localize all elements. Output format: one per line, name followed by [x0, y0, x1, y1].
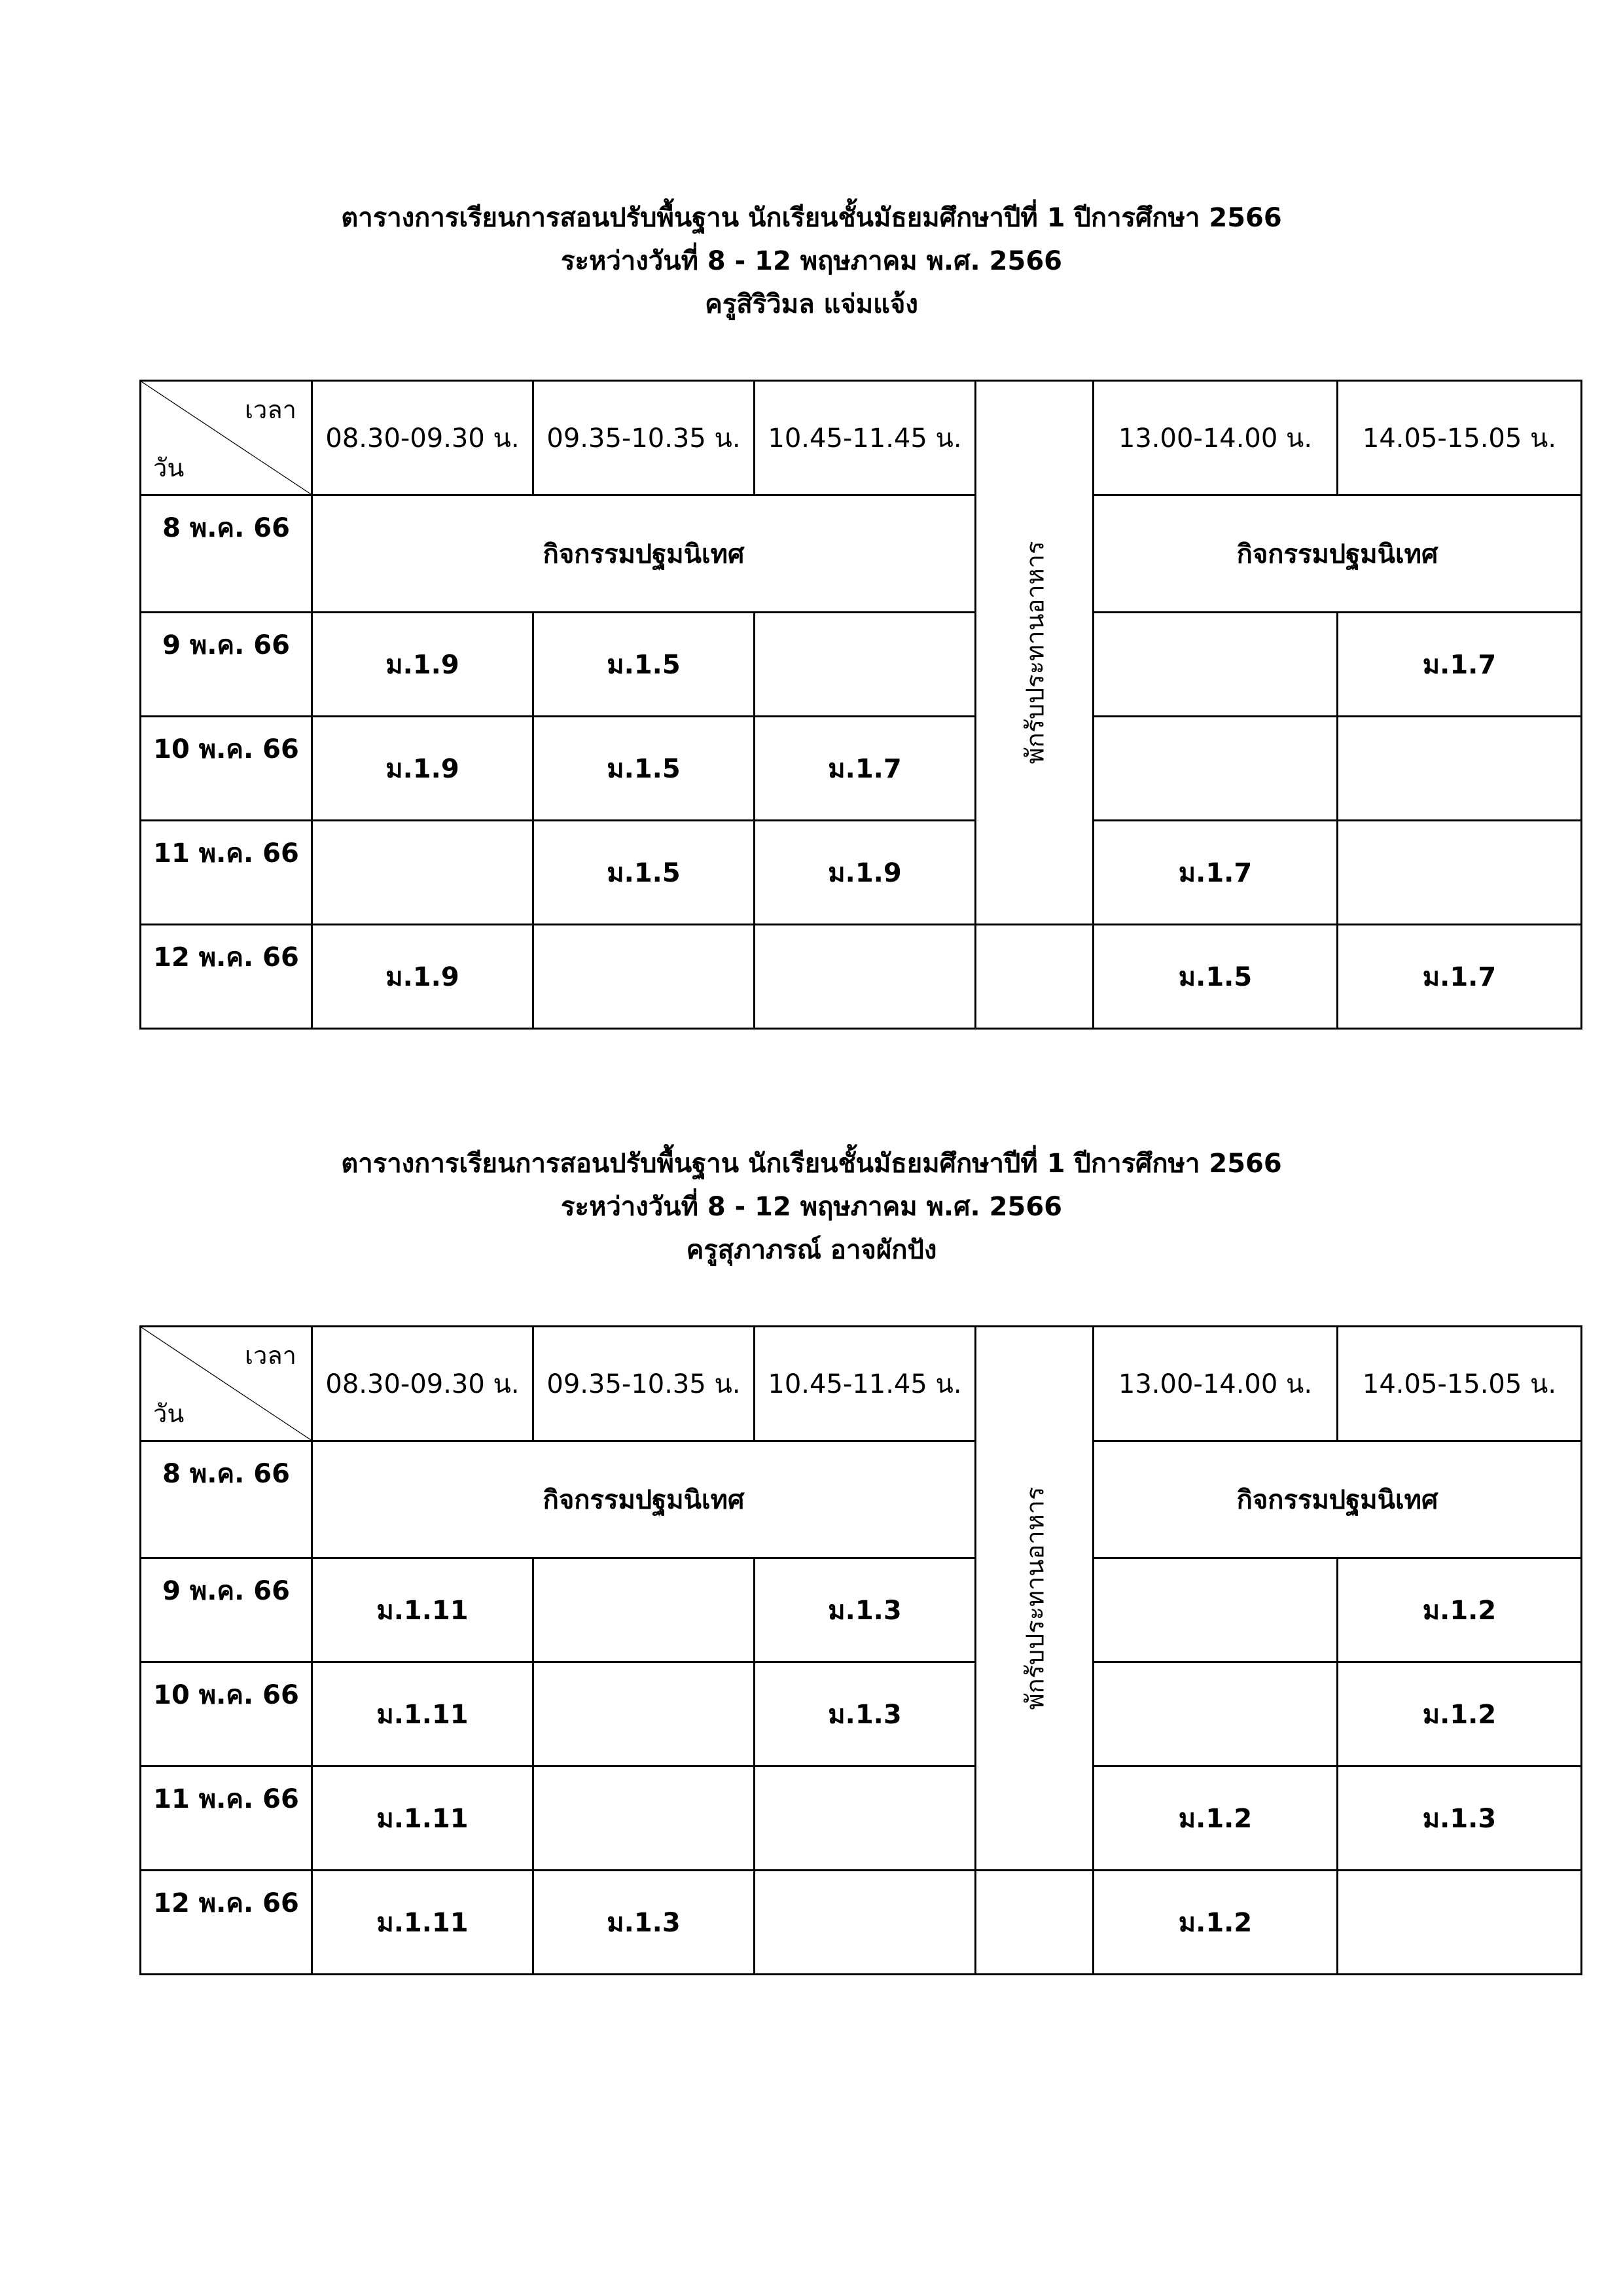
- schedule-title: ตารางการเรียนการสอนปรับพื้นฐาน นักเรียนชั้นมัธยมศึกษาปีที่ 1 ปีการศึกษา 2566: [341, 1149, 1282, 1179]
- class-cell: ม.1.11: [312, 1662, 533, 1767]
- class-cell: ม.1.11: [312, 1558, 533, 1662]
- day-label: 11 พ.ค. 66: [141, 821, 312, 925]
- schedule-heading: [0, 196, 1623, 326]
- table-row: [141, 1767, 1582, 1871]
- time-slot-header: 09.35-10.35 น.: [533, 1327, 755, 1441]
- day-label: 9 พ.ค. 66: [141, 613, 312, 717]
- class-cell: ม.1.7: [1338, 925, 1582, 1029]
- lunch-column-cell: [976, 1871, 1094, 1975]
- day-label: 8 พ.ค. 66: [141, 1441, 312, 1558]
- class-cell: ม.1.2: [1338, 1558, 1582, 1662]
- orientation-activity: กิจกรรมปฐมนิเทศ: [312, 1441, 976, 1558]
- teacher-name: ครูสิริวิมล แจ่มแจ้ง: [705, 289, 918, 319]
- time-slot-header: 10.45-11.45 น.: [755, 381, 976, 495]
- class-cell: ม.1.9: [755, 821, 976, 925]
- header-row: [141, 1327, 1582, 1441]
- class-cell: ม.1.5: [533, 821, 755, 925]
- lunch-break-label: พักรับประทานอาหาร: [1020, 541, 1049, 764]
- class-cell: [755, 613, 976, 717]
- time-slot-header: 08.30-09.30 น.: [312, 381, 533, 495]
- class-cell: ม.1.2: [1094, 1871, 1338, 1975]
- timetable: [139, 380, 1582, 1030]
- class-cell: [312, 821, 533, 925]
- class-cell: ม.1.2: [1094, 1767, 1338, 1871]
- time-slot-header: 14.05-15.05 น.: [1338, 381, 1582, 495]
- class-cell: ม.1.2: [1338, 1662, 1582, 1767]
- class-cell: [755, 925, 976, 1029]
- corner-day-label: วัน: [153, 1399, 185, 1428]
- class-cell: ม.1.5: [533, 613, 755, 717]
- lunch-break-label: พักรับประทานอาหาร: [1020, 1486, 1049, 1710]
- class-cell: [533, 925, 755, 1029]
- class-cell: [533, 1558, 755, 1662]
- class-cell: [1338, 1871, 1582, 1975]
- class-cell: ม.1.11: [312, 1767, 533, 1871]
- orientation-activity: กิจกรรมปฐมนิเทศ: [1094, 495, 1582, 613]
- day-label: 9 พ.ค. 66: [141, 1558, 312, 1662]
- class-cell: ม.1.9: [312, 613, 533, 717]
- lunch-break-cell: [976, 1327, 1094, 1871]
- class-cell: [1094, 717, 1338, 821]
- table-row: [141, 1871, 1582, 1975]
- schedule-period: ระหว่างวันที่ 8 - 12 พฤษภาคม พ.ศ. 2566: [561, 1192, 1062, 1222]
- class-cell: [755, 1767, 976, 1871]
- header-row: [141, 381, 1582, 495]
- class-cell: [1094, 613, 1338, 717]
- day-label: 10 พ.ค. 66: [141, 717, 312, 821]
- class-cell: ม.1.5: [1094, 925, 1338, 1029]
- class-cell: ม.1.3: [533, 1871, 755, 1975]
- table-row: [141, 821, 1582, 925]
- teacher-name: ครูสุภาภรณ์ อาจผักปัง: [686, 1235, 937, 1265]
- class-cell: ม.1.9: [312, 717, 533, 821]
- table-row: [141, 1558, 1582, 1662]
- class-cell: [1094, 1662, 1338, 1767]
- schedule-1: [0, 196, 1623, 992]
- table-row: [141, 1441, 1582, 1558]
- time-slot-header: 13.00-14.00 น.: [1094, 1327, 1338, 1441]
- lunch-break-cell: [976, 381, 1094, 925]
- class-cell: ม.1.3: [755, 1662, 976, 1767]
- class-cell: ม.1.7: [1338, 613, 1582, 717]
- time-slot-header: 10.45-11.45 น.: [755, 1327, 976, 1441]
- schedule-title: ตารางการเรียนการสอนปรับพื้นฐาน นักเรียนชั้นมัธยมศึกษาปีที่ 1 ปีการศึกษา 2566: [341, 203, 1282, 233]
- time-slot-header: 14.05-15.05 น.: [1338, 1327, 1582, 1441]
- class-cell: ม.1.3: [755, 1558, 976, 1662]
- lunch-column-cell: [976, 925, 1094, 1029]
- class-cell: ม.1.9: [312, 925, 533, 1029]
- class-cell: ม.1.5: [533, 717, 755, 821]
- orientation-activity: กิจกรรมปฐมนิเทศ: [1094, 1441, 1582, 1558]
- table-row: [141, 495, 1582, 613]
- class-cell: [533, 1767, 755, 1871]
- class-cell: [755, 1871, 976, 1975]
- corner-cell: [141, 381, 312, 495]
- table-row: [141, 717, 1582, 821]
- class-cell: [533, 1662, 755, 1767]
- table-row: [141, 925, 1582, 1029]
- day-label: 11 พ.ค. 66: [141, 1767, 312, 1871]
- class-cell: [1094, 1558, 1338, 1662]
- class-cell: ม.1.7: [755, 717, 976, 821]
- day-label: 12 พ.ค. 66: [141, 1871, 312, 1975]
- time-slot-header: 09.35-10.35 น.: [533, 381, 755, 495]
- corner-day-label: วัน: [153, 454, 185, 482]
- schedule-period: ระหว่างวันที่ 8 - 12 พฤษภาคม พ.ศ. 2566: [561, 246, 1062, 276]
- class-cell: ม.1.7: [1094, 821, 1338, 925]
- corner-cell: [141, 1327, 312, 1441]
- timetable: [139, 1325, 1582, 1975]
- schedule-2: [0, 1142, 1623, 1938]
- day-label: 10 พ.ค. 66: [141, 1662, 312, 1767]
- corner-time-label: เวลา: [245, 395, 296, 424]
- time-slot-header: 08.30-09.30 น.: [312, 1327, 533, 1441]
- time-slot-header: 13.00-14.00 น.: [1094, 381, 1338, 495]
- day-label: 12 พ.ค. 66: [141, 925, 312, 1029]
- class-cell: [1338, 717, 1582, 821]
- table-row: [141, 613, 1582, 717]
- orientation-activity: กิจกรรมปฐมนิเทศ: [312, 495, 976, 613]
- class-cell: [1338, 821, 1582, 925]
- schedule-heading: [0, 1142, 1623, 1272]
- class-cell: ม.1.11: [312, 1871, 533, 1975]
- table-row: [141, 1662, 1582, 1767]
- day-label: 8 พ.ค. 66: [141, 495, 312, 613]
- corner-time-label: เวลา: [245, 1341, 296, 1370]
- class-cell: ม.1.3: [1338, 1767, 1582, 1871]
